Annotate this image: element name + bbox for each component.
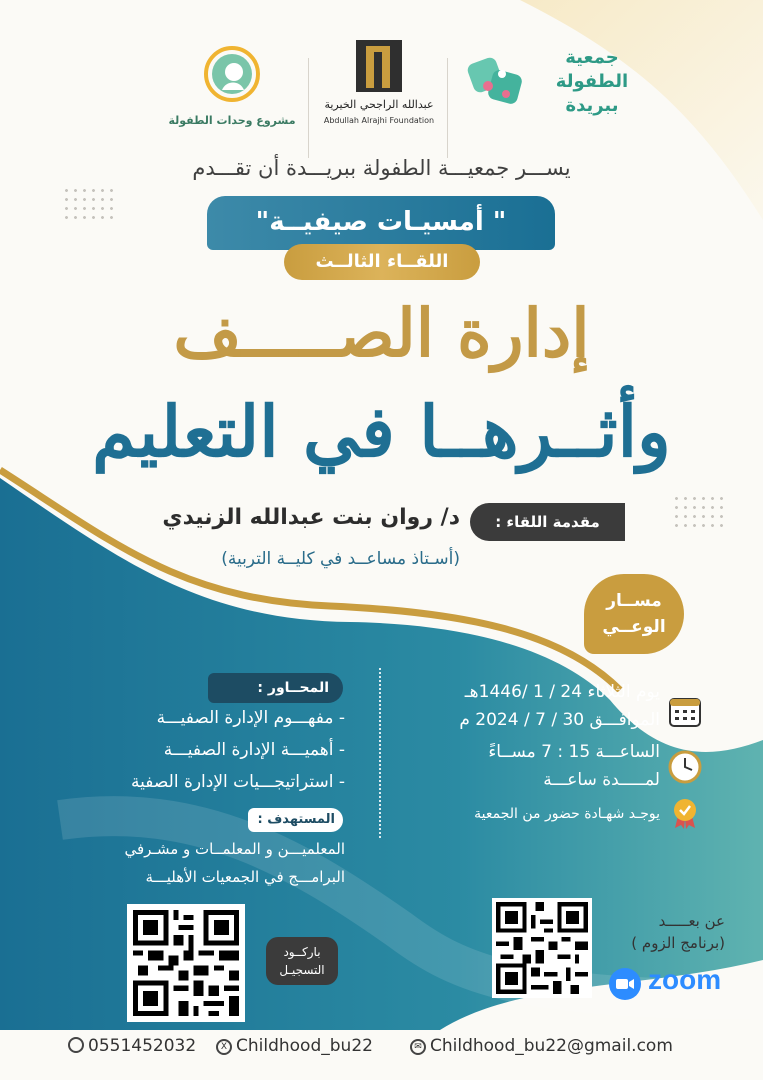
decorative-dots — [672, 494, 728, 530]
alrajhi-logo — [318, 28, 440, 138]
axes-label: المحــاور : — [208, 673, 343, 703]
units-project-name: مشروع وحدات الطفولة — [168, 114, 296, 127]
logo-bar — [0, 28, 763, 138]
track-line1: مســار — [606, 591, 662, 611]
logo-divider — [308, 58, 309, 158]
qr-pattern — [496, 902, 588, 994]
child-head-logo-icon — [202, 44, 262, 104]
registration-line2: التسجيـل — [279, 963, 325, 977]
childhood-society-logo — [462, 28, 632, 138]
remote-info — [590, 912, 725, 952]
zoom-wordmark: zoom — [648, 964, 722, 995]
zoom-camera-icon — [608, 967, 642, 1001]
remote-line1: عن بعـــــد — [658, 912, 725, 930]
presenter-name: د/ روان بنت عبدالله الزنيدي — [162, 505, 460, 530]
whatsapp-icon — [68, 1037, 84, 1053]
alrajhi-emblem-icon — [354, 38, 404, 94]
target-label: المستهدف : — [248, 808, 343, 832]
email-icon: ✉ — [410, 1039, 426, 1055]
main-title-line1: إدارة الصـــــف — [173, 294, 590, 372]
alrajhi-arabic-name: عبدالله الراجحي الخيرية — [324, 98, 434, 111]
x-handle: Childhood_bu22 — [236, 1036, 373, 1056]
axis-item: - مفهـــوم الإدارة الصفيـــة — [156, 708, 345, 728]
date-hijri: يوم الثلاثاء 24 / 1 /1446هـ — [464, 682, 660, 702]
phone-number: 0551452032 — [88, 1036, 197, 1056]
childhood-society-name: جمعية الطفولة ببريدة — [555, 47, 629, 116]
track-line2: الوعــي — [602, 617, 666, 637]
qr-pattern — [133, 910, 239, 1016]
email-address: Childhood_bu22@gmail.com — [430, 1036, 673, 1056]
contact-footer — [0, 1036, 763, 1066]
series-title: " أمسيـات صيفيــة" — [207, 196, 555, 250]
track-badge — [584, 574, 684, 654]
x-contact[interactable] — [216, 1036, 373, 1056]
time-text: الساعـــة 15 : 7 مســاءً — [488, 742, 660, 762]
meeting-number: اللقــاء الثالــث — [284, 244, 480, 280]
target-line: البرامـــج في الجمعيات الأهليـــة — [145, 868, 345, 886]
calendar-icon — [668, 694, 702, 728]
decorative-dots — [62, 186, 118, 222]
intro-text: يســـر جمعيـــة الطفولة ببريـــدة أن تقـــدم — [192, 156, 571, 180]
duration-text: لمـــــدة ساعـــة — [543, 770, 660, 790]
registration-barcode-label — [266, 937, 338, 985]
certificate-text: يوجـد شهـادة حضور من الجمعية — [474, 806, 660, 822]
remote-line2: (برنامج الزوم ) — [631, 934, 725, 952]
registration-line1: باركــود — [283, 945, 321, 959]
axis-item: - أهميـــة الإدارة الصفيـــة — [163, 740, 345, 760]
target-line: المعلميـــن و المعلمــات و مشـرفي — [124, 840, 345, 858]
axis-item: - استراتيجـــيات الإدارة الصفية — [131, 772, 345, 792]
main-title-line2: وأثــرهــا في التعليم — [92, 390, 671, 473]
zoom-logo — [608, 964, 728, 1004]
email-contact[interactable] — [410, 1036, 673, 1056]
date-gregorian: الموافـــق 30 / 7 / 2024 م — [459, 710, 660, 730]
clock-icon — [668, 750, 702, 784]
certificate-badge-icon — [668, 796, 702, 830]
presenter-tag: مقدمة اللقاء : — [470, 503, 625, 541]
logo-divider — [447, 58, 448, 158]
units-project-logo — [162, 28, 302, 138]
column-divider — [379, 668, 381, 838]
presenter-role: (أسـتاذ مساعــد في كليــة التربية) — [221, 549, 460, 569]
x-logo-icon: X — [216, 1039, 232, 1055]
puzzle-logo-icon — [462, 50, 532, 120]
alrajhi-english-name: Abdullah Alrajhi Foundation — [323, 116, 435, 125]
zoom-qr-code[interactable] — [492, 898, 592, 998]
registration-qr-code[interactable] — [127, 904, 245, 1022]
phone-contact[interactable] — [68, 1036, 196, 1056]
